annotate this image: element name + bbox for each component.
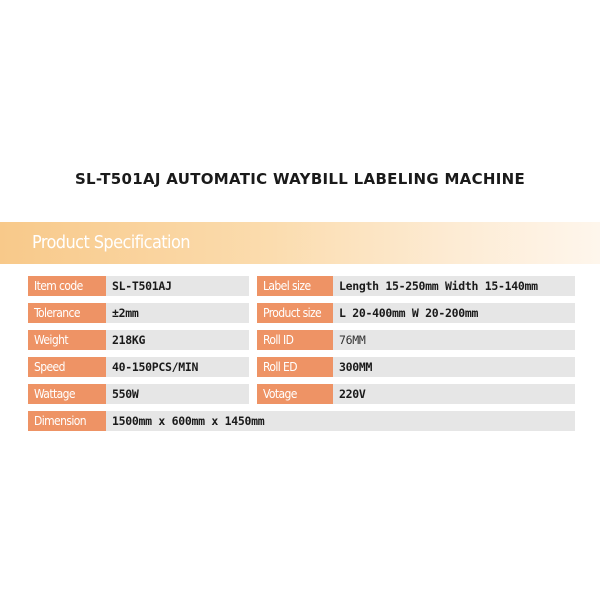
spec-value: 76MM xyxy=(333,330,575,350)
spec-value: ±2mm xyxy=(106,303,249,323)
spec-label: Roll ID xyxy=(257,330,333,350)
spec-label: Roll ED xyxy=(257,357,333,377)
spec-label: Wattage xyxy=(28,384,106,404)
spec-label: Item code xyxy=(28,276,106,296)
spec-label: Votage xyxy=(257,384,333,404)
spec-banner xyxy=(0,222,600,264)
spec-value: 550W xyxy=(106,384,249,404)
spec-value: 218KG xyxy=(106,330,249,350)
spec-label: Label size xyxy=(257,276,333,296)
spec-label: Product size xyxy=(257,303,333,323)
page-title: SL-T501AJ AUTOMATIC WAYBILL LABELING MACHINE xyxy=(74,170,526,188)
spec-value: Length 15-250mm Width 15-140mm xyxy=(333,276,575,296)
spec-value: 1500mm x 600mm x 1450mm xyxy=(106,411,575,431)
spec-label: Speed xyxy=(28,357,106,377)
spec-value: SL-T501AJ xyxy=(106,276,249,296)
spec-label: Dimension xyxy=(28,411,106,431)
spec-value: 300MM xyxy=(333,357,575,377)
spec-label: Weight xyxy=(28,330,106,350)
section-title: Product Specification xyxy=(32,232,190,253)
spec-value: 40-150PCS/MIN xyxy=(106,357,249,377)
spec-label: Tolerance xyxy=(28,303,106,323)
spec-value: L 20-400mm W 20-200mm xyxy=(333,303,575,323)
spec-value: 220V xyxy=(333,384,575,404)
